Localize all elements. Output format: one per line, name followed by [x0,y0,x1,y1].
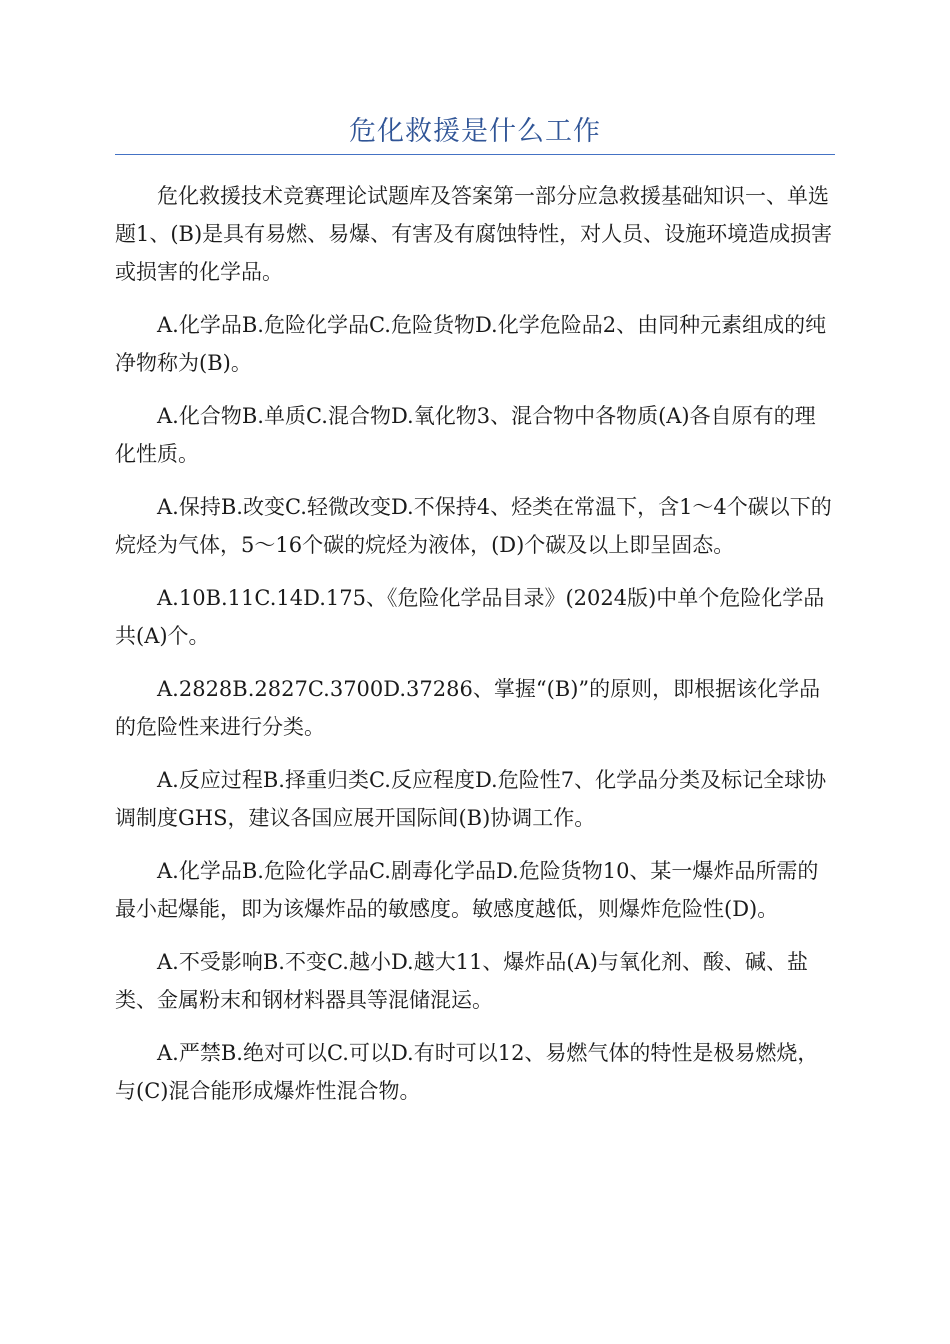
title-underline [115,154,835,155]
paragraph-3: A.化合物B.单质C.混合物D.氧化物3、混合物中各物质(A)各自原有的理化性质。 [115,404,816,466]
paragraph-2: A.化学品B.危险化学品C.危险货物D.化学危险品2、由同种元素组成的纯净物称为(B)。 [115,313,827,375]
paragraph-9: A.不受影响B.不变C.越小D.越大11、爆炸品(A)与氧化剂、酸、碱、盐类、金属粉末和钢材料器具等混储混运。 [115,950,808,1012]
paragraph-1: 危化救援技术竞赛理论试题库及答案第一部分应急救援基础知识一、单选题1、(B)是具有易燃、易爆、有害及有腐蚀特性，对人员、设施环境造成损害或损害的化学品。 [115,184,833,284]
paragraph-8: A.化学品B.危险化学品C.剧毒化学品D.危险货物10、某一爆炸品所需的最小起爆能，即为该爆炸品的敏感度。敏感度越低，则爆炸危险性(D)。 [115,859,819,921]
paragraph-7: A.反应过程B.择重归类C.反应程度D.危险性7、化学品分类及标记全球协调制度GHS，建议各国应展开国际间(B)协调工作。 [115,768,827,830]
document-body [115,177,835,1110]
paragraph-6: A.2828B.2827C.3700D.37286、掌握“(B)”的原则，即根据该化学品的危险性来进行分类。 [115,677,821,739]
document-page [115,0,835,1125]
paragraph-5: A.10B.11C.14D.175、《危险化学品目录》(2024版)中单个危险化学品共(A)个。 [115,586,825,648]
page-title: 危化救援是什么工作 [349,116,601,147]
paragraph-4: A.保持B.改变C.轻微改变D.不保持4、烃类在常温下，含1～4个碳以下的烷烃为气体，5～16个碳的烷烃为液体，(D)个碳及以上即呈固态。 [115,495,832,557]
paragraph-10: A.严禁B.绝对可以C.可以D.有时可以12、易燃气体的特性是极易燃烧，与(C)混合能形成爆炸性混合物。 [115,1041,819,1103]
